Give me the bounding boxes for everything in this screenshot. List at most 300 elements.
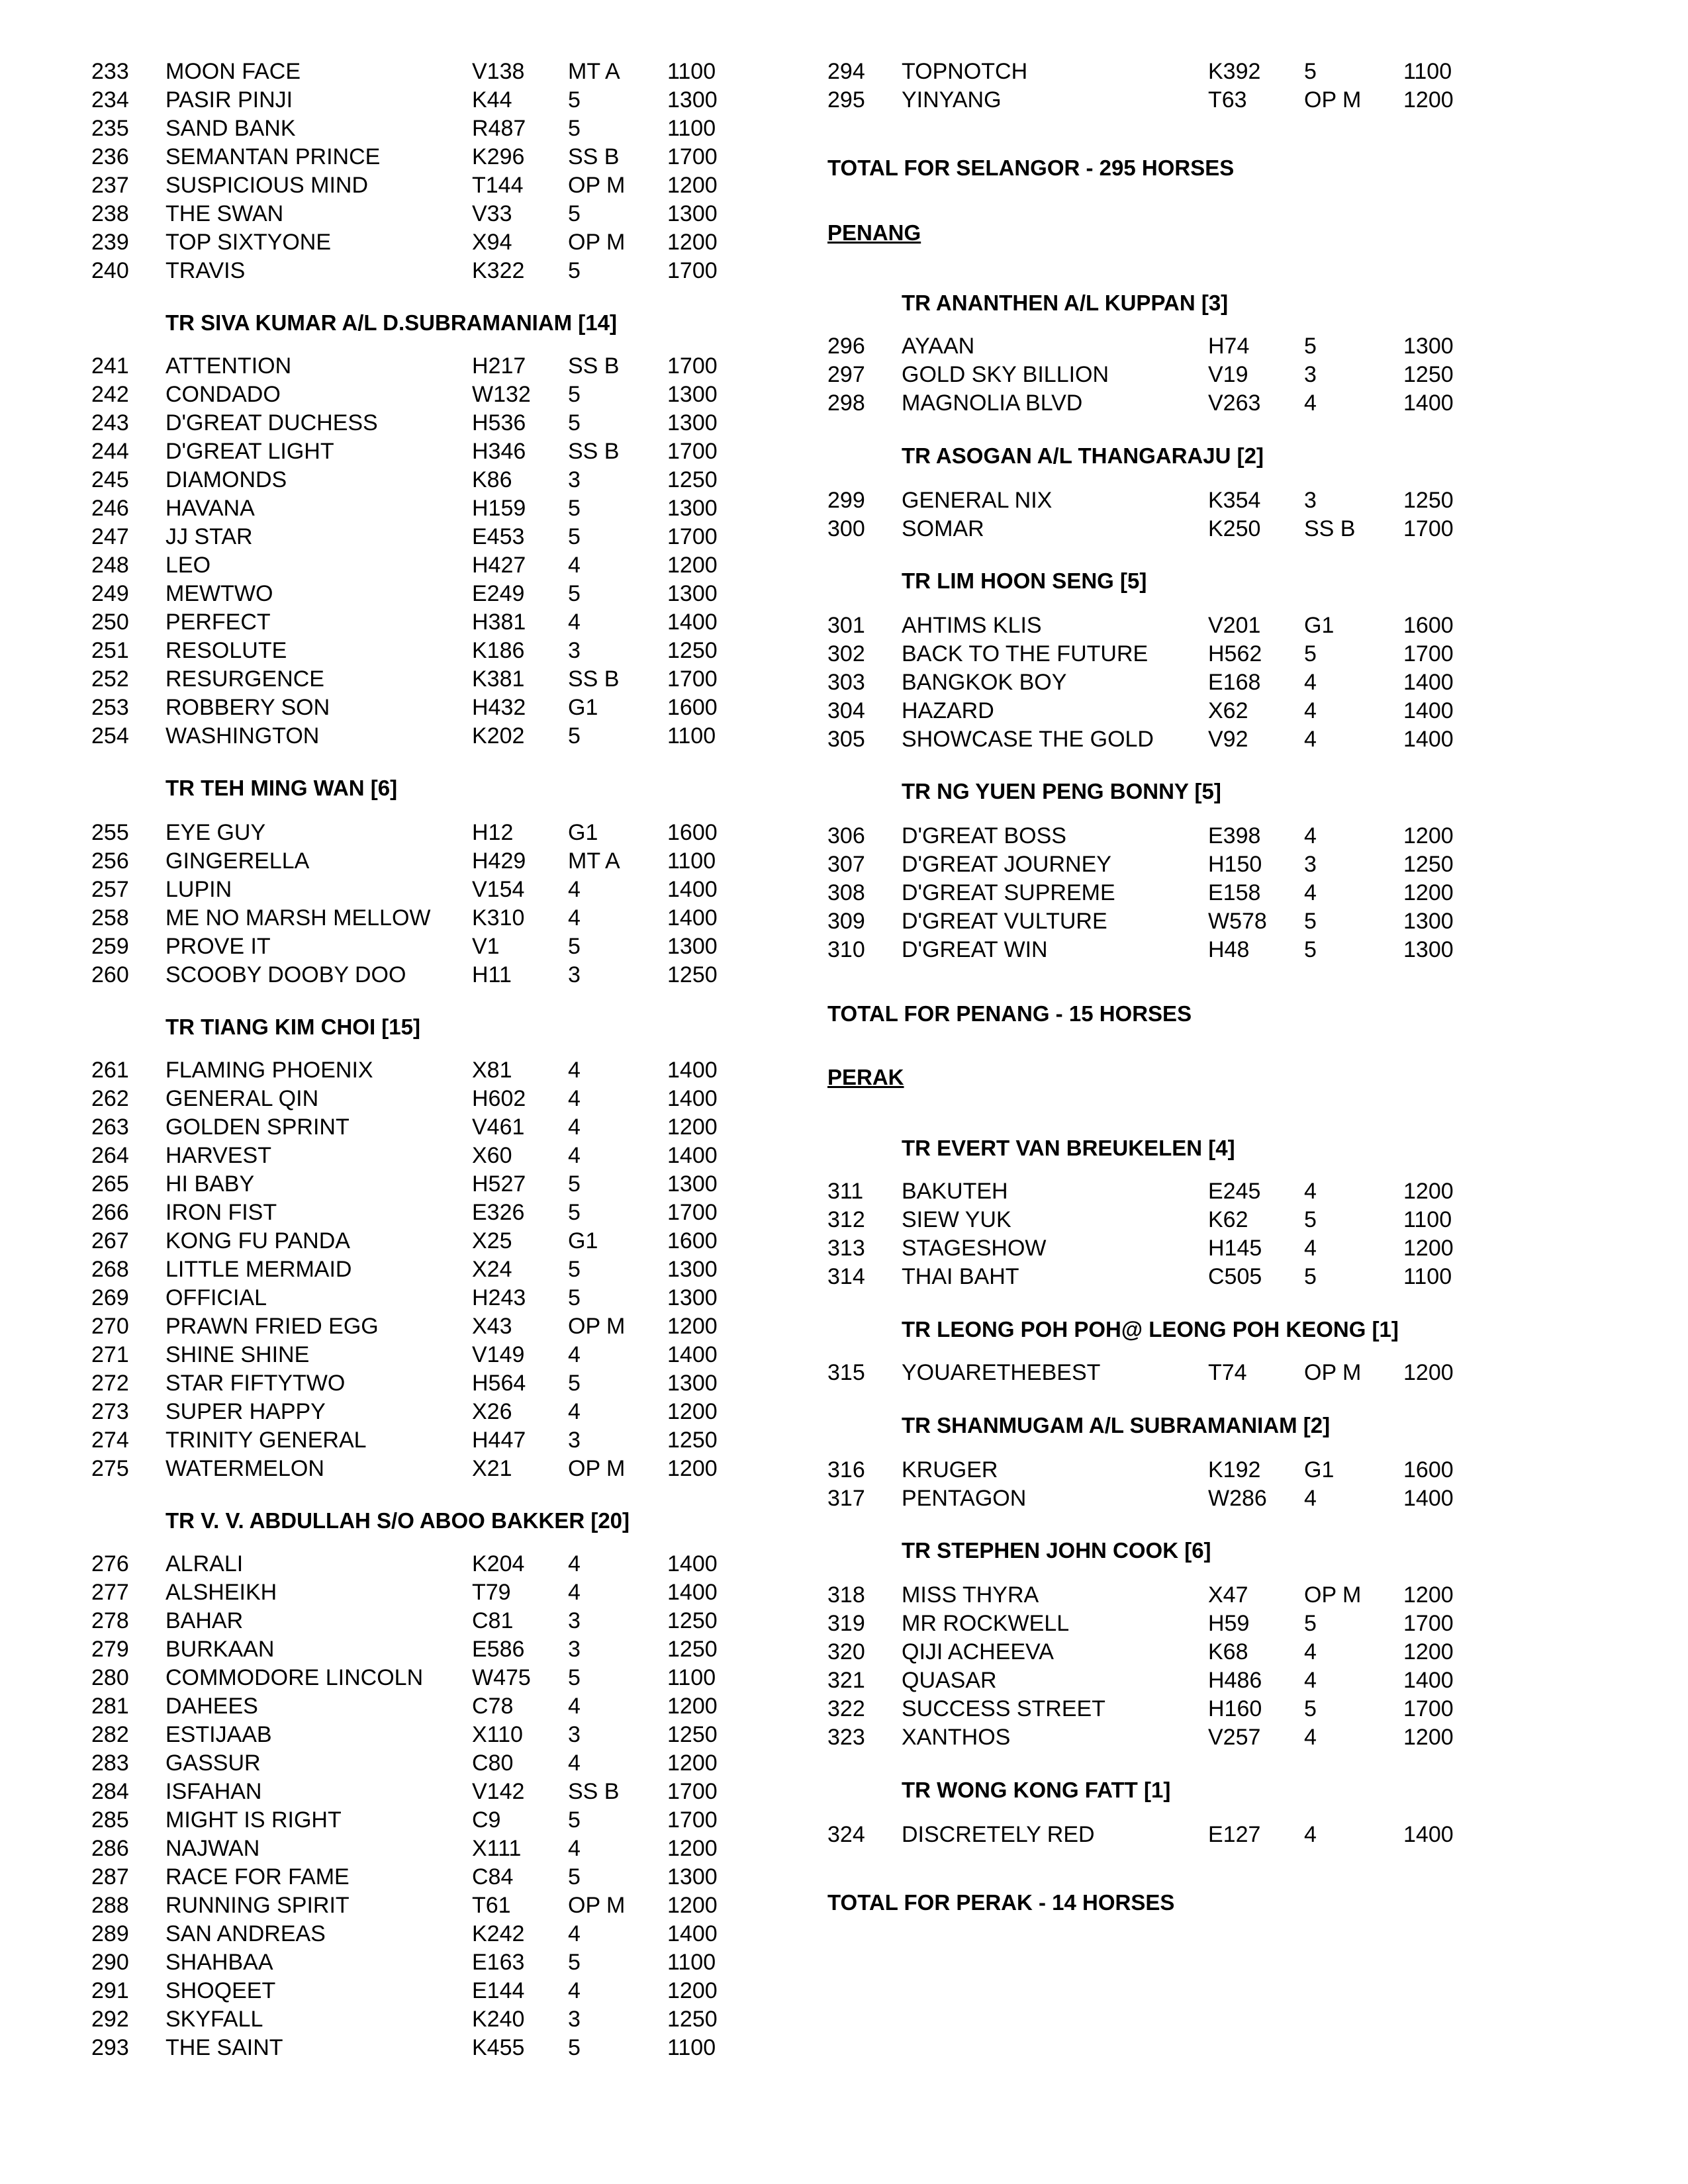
horse-number: 275	[91, 1456, 129, 1481]
horse-group: 4	[1304, 1236, 1317, 1261]
horse-distance: 1200	[667, 173, 718, 198]
horse-row	[827, 640, 1589, 668]
horse-number: 253	[91, 695, 129, 720]
horse-group: 4	[568, 1342, 581, 1367]
horse-row	[827, 936, 1589, 964]
horse-name: NAJWAN	[165, 1836, 260, 1861]
horse-name: GINGERELLA	[165, 848, 310, 874]
horse-code: K455	[472, 2035, 525, 2060]
horse-name: THE SAINT	[165, 2035, 283, 2060]
horse-row	[827, 1821, 1589, 1849]
horse-row	[91, 1056, 853, 1085]
horse-name: PRAWN FRIED EGG	[165, 1314, 379, 1339]
horse-number: 282	[91, 1722, 129, 1747]
horse-group: 5	[568, 382, 581, 407]
horse-number: 272	[91, 1371, 129, 1396]
horse-group: 4	[1304, 1725, 1317, 1750]
horse-distance: 1200	[667, 1314, 718, 1339]
horse-distance: 1100	[667, 2035, 716, 2060]
horse-code: H150	[1208, 852, 1262, 877]
horse-row	[91, 1550, 853, 1578]
horse-name: QUASAR	[902, 1668, 997, 1693]
horse-name: ME NO MARSH MELLOW	[165, 905, 431, 931]
horse-code: K68	[1208, 1639, 1248, 1664]
horse-name: SKYFALL	[165, 2007, 263, 2032]
horse-group: OP M	[568, 1314, 626, 1339]
horse-name: RESURGENCE	[165, 666, 324, 692]
horse-number: 300	[827, 516, 865, 541]
horse-number: 257	[91, 877, 129, 902]
horse-name: D'GREAT WIN	[902, 937, 1048, 962]
horse-row	[827, 1359, 1589, 1387]
horse-distance: 1200	[1403, 1236, 1454, 1261]
horse-row	[91, 1778, 853, 1806]
horse-group: 4	[1304, 823, 1317, 848]
horse-row	[91, 1977, 853, 2005]
horse-group: 4	[1304, 390, 1317, 416]
horse-name: KRUGER	[902, 1457, 998, 1482]
horse-distance: 1250	[667, 1428, 718, 1453]
horse-group: 3	[1304, 362, 1317, 387]
horse-name: TOP SIXTYONE	[165, 230, 332, 255]
horse-distance: 1700	[667, 666, 718, 692]
horse-distance: 1100	[1403, 1207, 1452, 1232]
horse-code: E144	[472, 1978, 525, 2003]
horse-number: 280	[91, 1665, 129, 1690]
horse-code: K86	[472, 467, 512, 492]
horse-number: 237	[91, 173, 129, 198]
horse-distance: 1400	[1403, 670, 1454, 695]
horse-name: MAGNOLIA BLVD	[902, 390, 1083, 416]
horse-number: 262	[91, 1086, 129, 1111]
horse-group: 4	[568, 877, 581, 902]
horse-row	[827, 515, 1589, 543]
horse-number: 276	[91, 1551, 129, 1576]
horse-number: 274	[91, 1428, 129, 1453]
horse-row	[91, 1113, 853, 1142]
horse-code: K322	[472, 258, 525, 283]
horse-name: D'GREAT LIGHT	[165, 439, 334, 464]
horse-code: V33	[472, 201, 512, 226]
horse-code: T74	[1208, 1360, 1247, 1385]
horse-distance: 1700	[1403, 1611, 1454, 1636]
horse-row	[827, 486, 1589, 515]
horse-number: 255	[91, 820, 129, 845]
horse-group: 4	[1304, 1822, 1317, 1847]
trainer-heading: TR ANANTHEN A/L KUPPAN [3]	[902, 291, 1229, 315]
horse-distance: 1300	[667, 1371, 718, 1396]
horse-group: 5	[568, 87, 581, 113]
horse-number: 266	[91, 1200, 129, 1225]
horse-code: K192	[1208, 1457, 1261, 1482]
horse-number: 247	[91, 524, 129, 549]
horse-code: H145	[1208, 1236, 1262, 1261]
horse-number: 254	[91, 723, 129, 749]
horse-name: QIJI ACHEEVA	[902, 1639, 1054, 1664]
horse-code: K204	[472, 1551, 525, 1576]
horse-name: SHINE SHINE	[165, 1342, 310, 1367]
horse-group: OP M	[1304, 1360, 1362, 1385]
horse-name: ESTIJAAB	[165, 1722, 272, 1747]
horse-name: CONDADO	[165, 382, 281, 407]
horse-number: 322	[827, 1696, 865, 1721]
horse-number: 283	[91, 1751, 129, 1776]
horse-distance: 1100	[1403, 59, 1452, 84]
horse-group: 4	[568, 610, 581, 635]
horse-distance: 1250	[1403, 852, 1454, 877]
horse-name: LUPIN	[165, 877, 232, 902]
horse-distance: 1200	[1403, 1179, 1454, 1204]
horse-name: THE SWAN	[165, 201, 284, 226]
trainer-heading: TR TIANG KIM CHOI [15]	[165, 1015, 420, 1039]
horse-name: MISS THYRA	[902, 1582, 1039, 1608]
horse-group: 5	[568, 934, 581, 959]
horse-row	[91, 1455, 853, 1483]
horse-name: XANTHOS	[902, 1725, 1011, 1750]
horse-row	[91, 352, 853, 381]
horse-distance: 1700	[1403, 1696, 1454, 1721]
horse-group: 5	[568, 201, 581, 226]
horse-distance: 1300	[667, 1257, 718, 1282]
horse-group: 5	[568, 1371, 581, 1396]
horse-code: W475	[472, 1665, 531, 1690]
horse-row	[827, 697, 1589, 725]
horse-distance: 1300	[667, 934, 718, 959]
horse-group: 3	[568, 1428, 581, 1453]
horse-code: E398	[1208, 823, 1261, 848]
horse-name: AYAAN	[902, 334, 975, 359]
trainer-heading: TR WONG KONG FATT [1]	[902, 1778, 1171, 1802]
horse-row	[827, 1610, 1589, 1638]
horse-distance: 1400	[667, 1580, 718, 1605]
horse-distance: 1300	[1403, 937, 1454, 962]
horse-code: X94	[472, 230, 512, 255]
horse-name: COMMODORE LINCOLN	[165, 1665, 424, 1690]
horse-number: 303	[827, 670, 865, 695]
horse-row	[91, 1607, 853, 1635]
horse-name: SUCCESS STREET	[902, 1696, 1105, 1721]
horse-name: D'GREAT VULTURE	[902, 909, 1107, 934]
horse-code: X47	[1208, 1582, 1248, 1608]
horse-group: OP M	[568, 173, 626, 198]
horse-number: 244	[91, 439, 129, 464]
horse-number: 308	[827, 880, 865, 905]
horse-group: 5	[1304, 937, 1317, 962]
horse-group: 3	[1304, 852, 1317, 877]
horse-distance: 1200	[667, 1399, 718, 1424]
horse-number: 273	[91, 1399, 129, 1424]
horse-distance: 1300	[1403, 334, 1454, 359]
horse-number: 238	[91, 201, 129, 226]
horse-number: 263	[91, 1115, 129, 1140]
horse-distance: 1200	[667, 1456, 718, 1481]
horse-number: 297	[827, 362, 865, 387]
horse-number: 245	[91, 467, 129, 492]
horse-name: PERFECT	[165, 610, 271, 635]
horse-code: H527	[472, 1171, 526, 1197]
horse-row	[91, 171, 853, 200]
horse-name: DISCRETELY RED	[902, 1822, 1095, 1847]
horse-group: 3	[568, 1722, 581, 1747]
horse-group: 5	[568, 1257, 581, 1282]
horse-distance: 1700	[667, 439, 718, 464]
horse-group: 4	[568, 1921, 581, 1946]
horse-number: 316	[827, 1457, 865, 1482]
horse-code: K62	[1208, 1207, 1248, 1232]
horse-group: 4	[568, 1836, 581, 1861]
horse-group: OP M	[1304, 87, 1362, 113]
horse-distance: 1250	[667, 467, 718, 492]
horse-group: OP M	[1304, 1582, 1362, 1608]
horse-group: 5	[568, 496, 581, 521]
horse-group: 4	[568, 1143, 581, 1168]
horse-distance: 1200	[667, 1115, 718, 1140]
horse-number: 279	[91, 1637, 129, 1662]
horse-name: RACE FOR FAME	[165, 1864, 350, 1889]
horse-group: 4	[568, 1086, 581, 1111]
horse-row	[91, 1920, 853, 1948]
horse-code: V138	[472, 59, 525, 84]
horse-code: C78	[472, 1694, 514, 1719]
horse-distance: 1100	[667, 1950, 716, 1975]
horse-distance: 1250	[1403, 488, 1454, 513]
horse-distance: 1200	[667, 1836, 718, 1861]
horse-row	[91, 1369, 853, 1398]
horse-group: 5	[1304, 334, 1317, 359]
horse-name: ROBBERY SON	[165, 695, 330, 720]
horse-number: 261	[91, 1058, 129, 1083]
horse-distance: 1700	[667, 1200, 718, 1225]
horse-number: 314	[827, 1264, 865, 1289]
horse-code: E586	[472, 1637, 525, 1662]
horse-name: OFFICIAL	[165, 1285, 267, 1310]
horse-name: BURKAAN	[165, 1637, 275, 1662]
horse-distance: 1400	[1403, 1486, 1454, 1511]
horse-code: E163	[472, 1950, 525, 1975]
trainer-heading: TR ASOGAN A/L THANGARAJU [2]	[902, 443, 1264, 468]
horse-name: SHOQEET	[165, 1978, 276, 2003]
horse-group: G1	[1304, 613, 1335, 638]
horse-name: GASSUR	[165, 1751, 261, 1776]
horse-distance: 1400	[667, 1551, 718, 1576]
horse-name: HAVANA	[165, 496, 255, 521]
horse-row	[827, 1456, 1589, 1484]
horse-name: MR ROCKWELL	[902, 1611, 1070, 1636]
horse-row	[91, 257, 853, 285]
horse-distance: 1250	[667, 1722, 718, 1747]
horse-name: YINYANG	[902, 87, 1002, 113]
horse-number: 249	[91, 581, 129, 606]
horse-row	[91, 409, 853, 437]
horse-name: D'GREAT JOURNEY	[902, 852, 1111, 877]
horse-row	[91, 1142, 853, 1170]
horse-group: SS B	[568, 439, 620, 464]
horse-row	[91, 847, 853, 876]
horse-name: BAHAR	[165, 1608, 244, 1633]
horse-distance: 1200	[667, 1978, 718, 2003]
total-line: TOTAL FOR SELANGOR - 295 HORSES	[827, 156, 1235, 180]
horse-distance: 1200	[1403, 823, 1454, 848]
horse-code: X110	[472, 1722, 523, 1747]
horse-name: FLAMING PHOENIX	[165, 1058, 373, 1083]
horse-row	[827, 361, 1589, 389]
horse-number: 304	[827, 698, 865, 723]
horse-number: 284	[91, 1779, 129, 1804]
horse-group: 3	[568, 962, 581, 987]
horse-code: T63	[1208, 87, 1247, 113]
horse-number: 285	[91, 1807, 129, 1833]
horse-number: 239	[91, 230, 129, 255]
horse-number: 309	[827, 909, 865, 934]
horse-group: 4	[1304, 670, 1317, 695]
horse-number: 311	[827, 1179, 864, 1204]
horse-distance: 1300	[667, 581, 718, 606]
horse-name: IRON FIST	[165, 1200, 277, 1225]
horse-number: 320	[827, 1639, 865, 1664]
horse-name: LITTLE MERMAID	[165, 1257, 352, 1282]
trainer-heading: TR EVERT VAN BREUKELEN [4]	[902, 1136, 1235, 1160]
horse-number: 248	[91, 553, 129, 578]
horse-number: 246	[91, 496, 129, 521]
horse-name: DIAMONDS	[165, 467, 287, 492]
horse-number: 291	[91, 1978, 129, 2003]
horse-row	[91, 1312, 853, 1341]
horse-distance: 1100	[1403, 1264, 1452, 1289]
horse-distance: 1250	[667, 638, 718, 663]
horse-number: 277	[91, 1580, 129, 1605]
horse-distance: 1200	[1403, 87, 1454, 113]
horse-group: 4	[1304, 727, 1317, 752]
horse-name: BAKUTEH	[902, 1179, 1008, 1204]
horse-distance: 1200	[667, 553, 718, 578]
horse-number: 307	[827, 852, 865, 877]
horse-row	[827, 822, 1589, 850]
horse-code: C84	[472, 1864, 514, 1889]
horse-row	[827, 907, 1589, 936]
horse-group: 4	[568, 553, 581, 578]
horse-name: WASHINGTON	[165, 723, 320, 749]
horse-group: 5	[568, 524, 581, 549]
horse-distance: 1300	[667, 410, 718, 435]
horse-name: RUNNING SPIRIT	[165, 1893, 350, 1918]
horse-row	[827, 612, 1589, 640]
horse-row	[91, 1664, 853, 1692]
horse-code: E453	[472, 524, 525, 549]
horse-group: 3	[568, 1608, 581, 1633]
total-line: TOTAL FOR PERAK - 14 HORSES	[827, 1890, 1175, 1915]
horse-row	[91, 466, 853, 494]
horse-code: H243	[472, 1285, 526, 1310]
horse-code: T61	[472, 1893, 511, 1918]
horse-distance: 1250	[667, 962, 718, 987]
horse-row	[91, 1948, 853, 1977]
horse-code: H12	[472, 820, 514, 845]
horse-distance: 1250	[667, 1637, 718, 1662]
horse-group: 3	[568, 467, 581, 492]
horse-row	[91, 1863, 853, 1891]
horse-row	[91, 114, 853, 143]
horse-distance: 1600	[667, 820, 718, 845]
horse-group: 5	[568, 410, 581, 435]
horse-number: 256	[91, 848, 129, 874]
horse-name: ALSHEIKH	[165, 1580, 277, 1605]
horse-code: C9	[472, 1807, 501, 1833]
horse-distance: 1700	[667, 353, 718, 379]
horse-distance: 1250	[667, 1608, 718, 1633]
horse-row	[827, 1638, 1589, 1666]
horse-distance: 1400	[667, 1058, 718, 1083]
horse-row	[91, 1578, 853, 1607]
horse-distance: 1200	[667, 1893, 718, 1918]
horse-code: X21	[472, 1456, 512, 1481]
horse-code: X60	[472, 1143, 512, 1168]
horse-group: 4	[1304, 880, 1317, 905]
horse-code: K381	[472, 666, 525, 692]
trainer-heading: TR V. V. ABDULLAH S/O ABOO BAKKER [20]	[165, 1508, 630, 1533]
horse-code: E127	[1208, 1822, 1261, 1847]
horse-number: 293	[91, 2035, 129, 2060]
horse-code: V1	[472, 934, 500, 959]
trainer-heading: TR STEPHEN JOHN COOK [6]	[902, 1538, 1211, 1563]
horse-distance: 1250	[1403, 362, 1454, 387]
horse-code: E245	[1208, 1179, 1261, 1204]
horse-row	[827, 389, 1589, 418]
horse-distance: 1700	[667, 144, 718, 169]
horse-row	[91, 1255, 853, 1284]
horse-row	[91, 1227, 853, 1255]
horse-code: H427	[472, 553, 526, 578]
horse-name: D'GREAT SUPREME	[902, 880, 1115, 905]
horse-row	[827, 725, 1589, 754]
horse-number: 290	[91, 1950, 129, 1975]
horse-row	[827, 1695, 1589, 1723]
horse-group: G1	[568, 1228, 598, 1253]
horse-number: 281	[91, 1694, 129, 1719]
horse-code: H486	[1208, 1668, 1262, 1693]
horse-distance: 1600	[667, 1228, 718, 1253]
horse-code: K202	[472, 723, 525, 749]
horse-name: SUPER HAPPY	[165, 1399, 326, 1424]
horse-distance: 1300	[667, 1171, 718, 1197]
horse-code: H564	[472, 1371, 526, 1396]
horse-distance: 1400	[667, 1086, 718, 1111]
horse-distance: 1300	[667, 382, 718, 407]
horse-code: H381	[472, 610, 526, 635]
horse-row	[91, 200, 853, 228]
horse-number: 298	[827, 390, 865, 416]
horse-code: H217	[472, 353, 526, 379]
horse-group: 4	[568, 1551, 581, 1576]
horse-row	[827, 332, 1589, 361]
horse-row	[91, 58, 853, 86]
horse-code: X24	[472, 1257, 512, 1282]
horse-number: 302	[827, 641, 865, 666]
horse-distance: 1300	[667, 496, 718, 521]
horse-number: 312	[827, 1207, 865, 1232]
horse-group: 3	[568, 638, 581, 663]
horse-group: 4	[1304, 1179, 1317, 1204]
horse-distance: 1400	[667, 1143, 718, 1168]
horse-number: 288	[91, 1893, 129, 1918]
horse-code: K296	[472, 144, 525, 169]
horse-name: TRINITY GENERAL	[165, 1428, 367, 1453]
horse-group: 5	[568, 2035, 581, 2060]
horse-number: 252	[91, 666, 129, 692]
trainer-heading: TR TEH MING WAN [6]	[165, 776, 398, 800]
horse-code: C81	[472, 1608, 514, 1633]
horse-distance: 1400	[667, 1342, 718, 1367]
horse-row	[827, 1234, 1589, 1263]
